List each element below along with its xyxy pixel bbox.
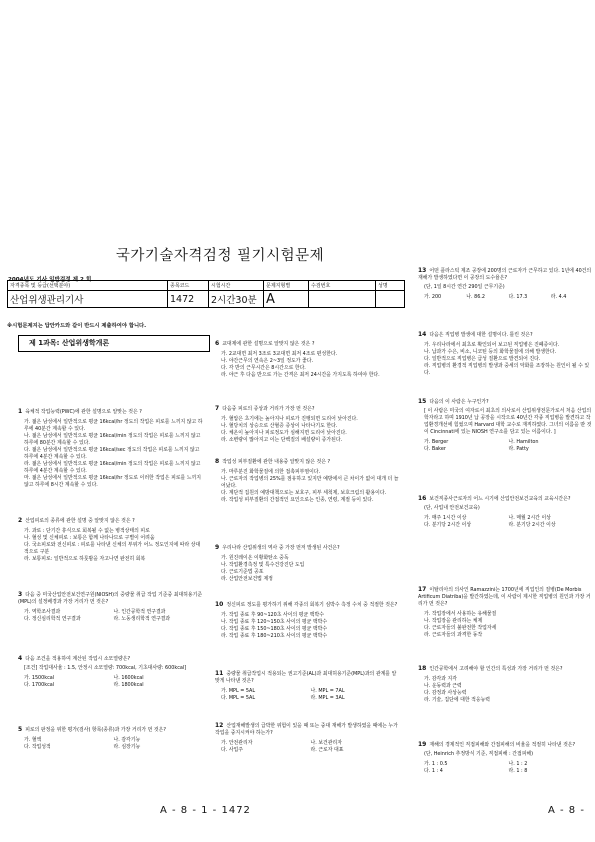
question-8 <box>215 458 400 504</box>
answer-option[interactable]: 다. 작업성적 <box>24 744 51 750</box>
question-stem <box>18 517 203 525</box>
question-number: 16 <box>418 495 427 502</box>
answer-option[interactable]: 나. Hamilton <box>508 439 539 445</box>
question-text: 정신피로 정도를 평가하기 위해 각종의 회복기 심박수 측정 수치 중 적절한 것은? <box>226 602 398 608</box>
question-number: 18 <box>418 665 427 672</box>
question-stem <box>418 398 593 406</box>
answer-option[interactable]: 다. 1700kcal <box>24 682 55 688</box>
question-stem <box>418 741 593 749</box>
answer-option[interactable]: 라. 1800kcal <box>113 682 144 688</box>
answer-option[interactable]: 다. 각 반의 근무시간은 8시간으로 한다. <box>221 365 306 371</box>
question-18 <box>418 665 593 704</box>
question-stem <box>18 655 203 663</box>
question-number: 2 <box>18 517 23 524</box>
question-text: 다음 조건을 적용하여 계산된 작업시 소모열량은? <box>25 656 131 662</box>
question-text: 교대제에 관한 설명으로 알맞지 않은 것은 ? <box>222 341 315 347</box>
question-stem <box>215 340 400 348</box>
header-label-time: 시험시간 <box>209 281 264 291</box>
answer-option[interactable]: 나. 작업장을 관리하는 체제 <box>424 618 483 624</box>
question-number: 5 <box>18 726 23 733</box>
answer-option[interactable]: 라. MPL = 3AL <box>310 695 345 701</box>
answer-option[interactable]: 다. 근로기준법 공포 <box>221 569 264 575</box>
answer-option[interactable]: 라. 기술, 집단에 대한 적응능력 <box>424 697 491 703</box>
answer-option[interactable]: 가. 1500kcal <box>24 675 55 681</box>
answer-option[interactable]: 다. 계단적 집원의 예방대책으로는 보호구, 피부 세척제, 보호크림의 활용이다. <box>221 490 387 496</box>
exam-number-box[interactable] <box>309 291 376 308</box>
question-1 <box>18 408 203 489</box>
question-stem <box>215 722 400 737</box>
header-label-subject: 자격종목 및 등급(선택분야) <box>8 281 168 291</box>
name-box[interactable] <box>376 291 405 308</box>
answer-option[interactable]: 나. 1600kcal <box>113 675 144 681</box>
question-note: (단, 사업내 안전보건교육) <box>424 505 480 511</box>
question-text: 다음은 직업병 발생에 대한 설명이다. 틀린 것은? <box>429 332 533 338</box>
question-stem <box>418 331 593 339</box>
header-value-time: 2시간30분 <box>209 291 264 308</box>
answer-option[interactable]: 라. 4.4 <box>550 294 567 300</box>
answer-option[interactable]: 라. 소변량이 많아지고 이는 단백질의 배설량이 증가된다. <box>221 437 343 443</box>
header-label-exam-number: 수검번호 <box>309 281 376 291</box>
question-2 <box>18 517 203 563</box>
question-number: 10 <box>215 601 224 608</box>
question-number: 12 <box>215 722 224 729</box>
answer-option[interactable]: 가. Berger <box>424 439 449 445</box>
answer-option[interactable]: 나. 1 : 2 <box>508 761 528 767</box>
answer-option[interactable]: 나. 인간공학적 연구결과 <box>113 609 166 615</box>
question-text: 어떤 플라스틱 제조 공장에 200명의 근로자가 근무하고 있다. 1년에 40건의 재해가 발생하였다면 이 공장의 도수율은? <box>418 268 592 281</box>
answer-option[interactable]: 나. 매월 2시간 이상 <box>508 515 551 521</box>
question-number: 19 <box>418 741 427 748</box>
answer-option[interactable]: 다. 일반적으로 직업병은 급성 질환으로 발견되어 진다. <box>424 356 541 362</box>
question-text: 피로의 판정을 위한 평가(검사) 항목(종류)과 가장 거리가 먼 것은? <box>25 727 166 733</box>
answer-option[interactable]: 가. 역학조사결과 <box>24 609 61 615</box>
question-stem <box>215 670 400 685</box>
question-number: 9 <box>215 544 220 551</box>
question-number: 4 <box>18 655 23 662</box>
answer-option[interactable]: 나. 야간근무의 연속은 2~3일 정도가 좋다. <box>221 358 314 364</box>
question-text: 산업피로의 종류에 관한 설명 중 알맞지 않은 것은 ? <box>25 518 135 524</box>
question-number: 7 <box>215 405 220 412</box>
question-stem <box>215 544 400 552</box>
header-value-subject: 산업위생관리기사 <box>8 291 168 308</box>
answer-option[interactable]: 다. 국소피로와 전신피로 : 피로를 나타낸 신체의 부위가 어느 정도인지에 따라 상대적으로 구분 <box>24 542 201 555</box>
question-stem <box>418 665 593 673</box>
question-number: 6 <box>215 340 220 347</box>
answer-option[interactable]: 다. 체온이 높아지나 피로정도가 심해지면 도리어 낮아진다. <box>221 430 347 436</box>
answer-option[interactable]: 다. MPL = 5AL <box>221 695 256 701</box>
answer-option[interactable]: 라. Patty <box>508 446 529 452</box>
page-title: 국가기술자격검정 필기시험문제 <box>115 248 325 264</box>
question-stem <box>418 267 593 282</box>
answer-option[interactable]: 가. 200 <box>424 294 442 300</box>
answer-option[interactable]: 가. 2교대면 최저 3조로 3교대면 최저 4조로 편성한다. <box>221 351 338 357</box>
answer-option[interactable]: 나. 감각기능 <box>113 737 141 743</box>
answer-option[interactable]: 라. 분기당 2시간 이상 <box>508 522 556 528</box>
answer-option[interactable]: 다. 근로자들의 불완전한 작업자세 <box>424 625 497 631</box>
question-note: [ 이 사람은 미국의 여자로서 최초의 의사로서 산업위생전문가로서 처음 산업의학자라고 하며 1910년 납 공장을 시작으로 40년간 각종 직업병을 발견하고 작업환경개선에 힘썼으며 Harvard 대학 교수로 재직하였다. 그녀의 이름을 딴 것이 Cincinnati에 있는 NIOSH 연구소를 담고 있는 이름이다. ] <box>424 408 592 435</box>
answer-option[interactable]: 나. 젊은 남성에서 일반적으로 평균 16kcal/min 정도의 작업은 피로를 느끼지 않고 하루에 80분간 계속할 수 있다. <box>24 433 201 446</box>
answer-option[interactable]: 라. 근로자 대표 <box>310 747 344 753</box>
question-note: [조건] 작업대사율 : 1.5, 안정시 소모열량: 700kcal, 기초대사량: 600kcal] <box>24 665 187 671</box>
question-text: 다음의 이 사람은 누구인가? <box>429 399 489 405</box>
question-15 <box>418 398 593 453</box>
answer-option[interactable]: 다. 1 : 4 <box>424 768 443 774</box>
question-12 <box>215 722 400 754</box>
answer-option[interactable]: 가. 혈액 <box>24 737 42 743</box>
answer-option[interactable]: 라. 직업병의 환경적 직업병의 발생과 중세의 악화를 조장하는 원인이 될 수 있다. <box>424 363 590 376</box>
question-text: 다음중 피로의 증상과 거리가 가장 먼 것은? <box>222 406 315 412</box>
answer-option[interactable]: 라. 근로자들의 과격한 동작 <box>424 632 483 638</box>
header-label-code: 종목코드 <box>168 281 209 291</box>
answer-option[interactable]: 나. 근로자의 작업병의 25%를 점유하고 있지만 예방에서 큰 차이가 없어 대개 더 늘어났다. <box>221 476 399 489</box>
question-5 <box>18 726 203 751</box>
question-stem <box>418 495 593 503</box>
question-stem <box>215 601 400 609</box>
question-text: 우리나라 산업위생의 역사 중 가장 먼저 발생된 사건은? <box>222 545 340 551</box>
answer-option[interactable]: 다. 감정과 사상능력 <box>424 690 467 696</box>
answer-option[interactable]: 나. 납과가 수은, 비소, 니코틴 등의 화학물질에 의해 발생한다. <box>424 349 557 355</box>
answer-option[interactable]: 가. 작업 종료 후 90~120초 사이의 평균 맥박수 <box>221 612 324 618</box>
question-text: 보건직종사근로자의 어느 시기에 산업안전보건교육의 교육시간은? <box>429 496 571 502</box>
answer-option[interactable]: 다. 정신심리학적 연구결과 <box>24 616 81 622</box>
question-number: 11 <box>215 670 224 677</box>
question-17 <box>418 586 593 639</box>
question-13 <box>418 267 593 301</box>
answer-option[interactable]: 가. 과로 : 단기간 휴식으로 회복될 수 없는 병적상태의 피로 <box>24 528 150 534</box>
question-number: 3 <box>18 591 23 598</box>
question-16 <box>418 495 593 529</box>
answer-option[interactable]: 나. 86.2 <box>466 294 485 300</box>
question-6 <box>215 340 400 379</box>
answer-option[interactable]: 나. 혈성 및 신체피로 : 보통은 함께 나타나므로 구별이 어려움 <box>24 535 155 541</box>
answer-option[interactable]: 라. 보통피로: 일반적으로 하룻밤을 자고나면 완전히 회복 <box>24 556 146 562</box>
page-footer-left: A - 8 - 1 - 1472 <box>160 805 251 816</box>
question-9 <box>215 544 400 583</box>
answer-option[interactable]: 라. 심장기능 <box>113 744 141 750</box>
question-number: 17 <box>418 586 427 593</box>
answer-option[interactable]: 라. 노동생리학적 연구결과 <box>113 616 171 622</box>
answer-option[interactable]: 가. 우리나라에서 최초로 확인되어 보고된 직업병은 진폐증이다. <box>424 342 560 348</box>
question-number: 1 <box>18 408 23 415</box>
question-number: 13 <box>418 267 427 274</box>
question-note: (단, 1일 8시간 연간 290일 근무기준) <box>424 284 505 290</box>
exam-header-table <box>7 280 405 308</box>
question-text: 육체적 작업능력(PWC)에 관한 설명으로 알맞는 것은 ? <box>25 409 142 415</box>
answer-option[interactable]: 라. 작업성 피부질환의 간접적인 요인으로는 인종, 연령, 계절 등이 있다. <box>221 497 374 503</box>
answer-option[interactable]: 라. 야근 후 다음 반으로 가는 간격은 최저 24시간을 가지도록 하여야 한다. <box>221 372 380 378</box>
question-text: 이탈리아의 의사인 Ramazzini는 1700년에 직업인의 질병(De Morbis Artificum Diatriba)을 발간하였는데, 이 사람이 제시한 직업병의 원인과 가장 거리가 먼 것은? <box>418 587 591 607</box>
answer-option[interactable]: 다. 사업주 <box>221 747 244 753</box>
answer-option[interactable]: 다. 17.3 <box>508 294 528 300</box>
question-text: 재해의 경제적인 직접피해와 간접피해의 비율을 적절히 나타낸 것은? <box>429 742 576 748</box>
question-number: 8 <box>215 458 220 465</box>
answer-option[interactable]: 나. 작업환경측정 및 특수건강진단 도입 <box>221 562 305 568</box>
question-text: 산업재해발생의 급박한 위험이 있을 때 또는 중대 재해가 발생하였을 때에는 누가 작업을 중지시켜야 하는가? <box>215 723 398 736</box>
question-7 <box>215 405 400 444</box>
question-text: 다음 중 미국산업안전보건연구원(NIOSH)의 중량물 취급 작업 기준중 최대허용기준(MPL)의 설정배경과 가장 거리가 먼 것은? <box>18 592 203 605</box>
subject-heading: 제 1과목: 산업위생학개론 <box>18 335 210 352</box>
question-3 <box>18 591 203 623</box>
answer-option[interactable]: 라. 젊은 남성에서 일반적으로 평균 16kcal/min 정도의 작업은 피로를 느끼지 않고 하루에 4분간 계속할 수 있다. <box>24 461 201 474</box>
header-label-name: 성명 <box>376 281 405 291</box>
answer-option[interactable]: 라. 1 : 8 <box>508 768 528 774</box>
answer-option[interactable]: 가. MPL = 5AL <box>221 688 256 694</box>
answer-option[interactable]: 가. 감각과 지각 <box>424 676 458 682</box>
answer-option[interactable]: 라. 산업안전보건법 제정 <box>221 576 273 582</box>
question-note: (단, Heinrich 추정방식 기준, 직접피해 : 간접피해) <box>424 751 534 757</box>
header-value-code: 1472 <box>168 291 209 308</box>
question-number: 15 <box>418 398 427 405</box>
answer-option[interactable]: 가. 혈압은 초기에는 높아지나 피로가 진행되면 도리어 낮아진다. <box>221 416 358 422</box>
header-label-type: 문제지형별 <box>264 281 309 291</box>
answer-option[interactable]: 다. 젊은 남성에서 일반적으로 평균 16kcal/sec 정도의 작업은 피로를 느끼지 않고 하루에 4분간 계속할 수 있다. <box>24 447 200 460</box>
question-text: 작업성 피부질환에 관한 내용중 알맞지 않은 것은 ? <box>222 459 331 465</box>
answer-option[interactable]: 라. 작업 종료 후 180~210초 사이의 평균 맥박수 <box>221 633 328 639</box>
question-text: 중량물 취급작업시 적용되는 권고기준(AL)과 최대허용기준(MPL)과의 관계를 알맞게 나타낸 것은? <box>215 671 397 684</box>
answer-option[interactable]: 나. 운동력과 근력 <box>424 683 462 689</box>
question-text: 인간공학에서 고려해야 할 인간의 특성과 가장 거리가 먼 것은? <box>429 666 563 672</box>
answer-option[interactable]: 가. 매주 1시간 이상 <box>424 515 467 521</box>
answer-option[interactable]: 가. 젊은 남성에서 일반적으로 평균 16kcal/hr 정도의 작업은 피로를 느끼지 않고 하루에 40분간 계속할 수 있다. <box>24 419 203 432</box>
answer-option[interactable]: 가. 1 : 0.5 <box>424 761 448 767</box>
answer-option[interactable]: 다. 작업 종료 후 150~180초 사이의 평균 맥박수 <box>221 626 328 632</box>
answer-option[interactable]: 가. 원진레이온 이황화탄소 중독 <box>221 555 289 561</box>
answer-option[interactable]: 나. MPL = 7AL <box>310 688 345 694</box>
answer-option[interactable]: 나. 혈당치의 상승으로 산혈증 증상이 나타나기도 한다. <box>221 423 338 429</box>
answer-option[interactable]: 다. 분기당 2시간 이상 <box>424 522 472 528</box>
submission-notice: ※시험문제지는 답안카드와 같이 반드시 제출하여야 합니다. <box>7 323 147 329</box>
question-stem <box>18 408 203 416</box>
question-11 <box>215 670 400 702</box>
question-stem <box>215 405 400 413</box>
answer-option[interactable]: 나. 작업 종료 후 120~150초 사이의 평균 맥박수 <box>221 619 328 625</box>
answer-option[interactable]: 가. 마루분진 화학물질에 의한 접촉피부염이다. <box>221 469 321 475</box>
question-stem <box>18 591 203 606</box>
answer-option[interactable]: 다. Baker <box>424 446 446 452</box>
question-4 <box>18 655 203 689</box>
answer-option[interactable]: 마. 젊은 남성에서 일반적으로 평균 16kcal/hr 정도로 이러한 작업은 피로를 느끼지 않고 하루에 8시간 계속할 수 있다. <box>24 475 201 488</box>
answer-option[interactable]: 가. 작업장에서 사용하는 유해물질 <box>424 611 497 617</box>
page-footer-right: A - 8 - <box>548 805 585 816</box>
question-14 <box>418 331 593 377</box>
question-stem <box>215 458 400 466</box>
question-stem <box>418 586 593 608</box>
answer-option[interactable]: 가. 안전관리자 <box>221 740 253 746</box>
answer-option[interactable]: 나. 보건관리자 <box>310 740 342 746</box>
question-10 <box>215 601 400 640</box>
exam-year-line: 2004년도 기사 일반검정 제 2 회 <box>8 277 92 283</box>
question-19 <box>418 741 593 775</box>
question-number: 14 <box>418 331 427 338</box>
header-value-type: A <box>264 291 309 308</box>
question-stem <box>18 726 203 734</box>
